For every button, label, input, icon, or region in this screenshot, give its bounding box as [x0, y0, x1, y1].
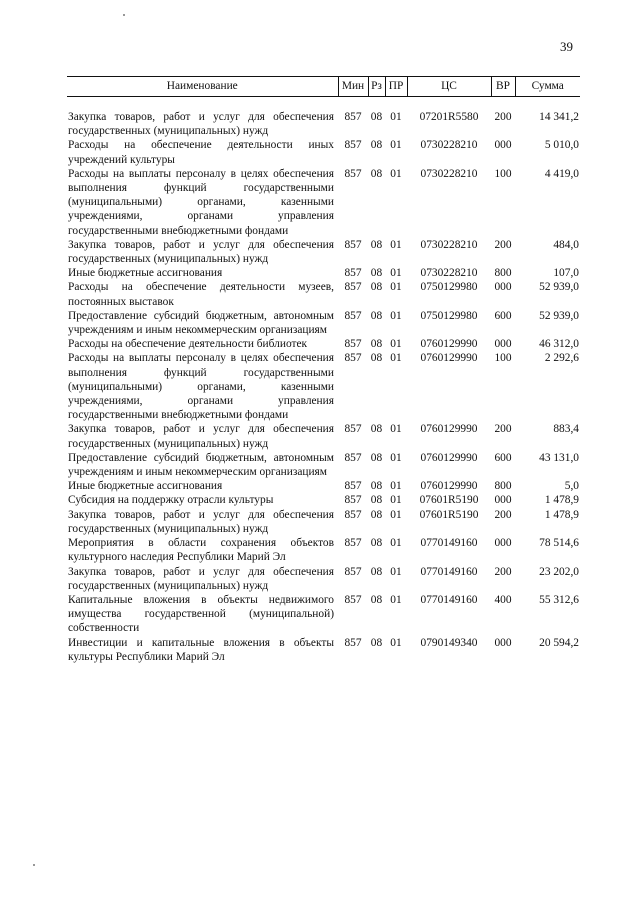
cell-cs: 0760129990	[420, 338, 478, 351]
cell-pr: 01	[390, 238, 402, 251]
header-pr: ПР	[385, 77, 407, 97]
cell-cs: 0760129990	[420, 352, 478, 365]
header-cs: ЦС	[407, 77, 491, 97]
table-row	[67, 422, 580, 450]
table-row	[67, 636, 580, 664]
cell-name: Закупка товаров, работ и услуг для обеспечения государственных (муниципальных) нужд	[68, 565, 334, 592]
cell-vr: 100	[494, 167, 512, 180]
cell-sum: 1 478,9	[544, 508, 579, 521]
cell-cs: 0750129980	[420, 281, 478, 294]
header-sum: Сумма	[515, 77, 580, 97]
cell-cs: 0750129980	[420, 309, 478, 322]
cell-vr: 000	[494, 139, 512, 152]
cell-pr: 01	[390, 494, 402, 507]
cell-name: Иные бюджетные ассигнования	[68, 480, 223, 493]
cell-sum: 2 292,6	[544, 352, 579, 365]
table-row	[67, 451, 580, 479]
cell-pr: 01	[390, 593, 402, 606]
cell-vr: 200	[494, 111, 512, 123]
cell-name: Предоставление субсидий бюджетным, автономным учреждениям и иным некоммерческим организациям	[68, 451, 334, 479]
cell-sum: 46 312,0	[539, 338, 579, 351]
cell-name: Закупка товаров, работ и услуг для обеспечения государственных (муниципальных) нужд	[68, 238, 334, 266]
cell-vr: 800	[494, 267, 512, 280]
cell-rz: 08	[370, 238, 383, 251]
cell-rz: 08	[370, 338, 383, 351]
cell-rz: 08	[370, 423, 383, 436]
table-row	[67, 238, 580, 266]
table-row	[67, 309, 580, 337]
cell-sum: 14 341,2	[539, 111, 579, 123]
cell-rz: 08	[370, 451, 383, 464]
cell-pr: 01	[390, 423, 402, 436]
cell-vr: 000	[494, 494, 512, 507]
cell-cs: 0770149160	[420, 593, 478, 606]
cell-vr: 000	[494, 636, 512, 649]
header-vr: ВР	[491, 77, 515, 97]
cell-cs: 0730228210	[420, 267, 478, 280]
cell-rz: 08	[370, 480, 383, 493]
cell-name: Расходы на выплаты персоналу в целях обеспечения выполнения функций государственными (муниципальными) органами, казенными учреждениями, органами управления государственными внебюджетными фондами	[68, 167, 334, 237]
cell-vr: 000	[494, 281, 512, 294]
cell-name: Закупка товаров, работ и услуг для обеспечения государственных (муниципальных) нужд	[68, 423, 334, 450]
cell-name: Закупка товаров, работ и услуг для обеспечения государственных (муниципальных) нужд	[68, 111, 334, 138]
cell-vr: 200	[494, 508, 512, 521]
cell-min: 857	[344, 494, 362, 507]
cell-rz: 08	[370, 508, 383, 521]
cell-cs: 0760129990	[420, 451, 478, 464]
cell-cs: 0760129990	[420, 480, 478, 493]
cell-min: 857	[344, 593, 362, 606]
cell-rz: 08	[370, 111, 383, 123]
cell-pr: 01	[390, 111, 402, 123]
cell-vr: 000	[494, 338, 512, 351]
cell-vr: 200	[494, 238, 512, 251]
cell-min: 857	[344, 111, 362, 123]
scan-artifact	[33, 864, 35, 866]
cell-min: 857	[344, 309, 362, 322]
table-row	[67, 565, 580, 593]
cell-min: 857	[344, 508, 362, 521]
table-row	[67, 479, 580, 493]
table-row	[67, 493, 580, 507]
cell-min: 857	[344, 537, 362, 550]
cell-rz: 08	[370, 636, 383, 649]
cell-min: 857	[344, 480, 362, 493]
cell-min: 857	[344, 281, 362, 294]
cell-rz: 08	[370, 281, 383, 294]
cell-min: 857	[344, 267, 362, 280]
cell-rz: 08	[370, 565, 383, 578]
cell-rz: 08	[370, 593, 383, 606]
cell-sum: 484,0	[553, 238, 579, 251]
cell-vr: 000	[494, 537, 512, 550]
cell-pr: 01	[390, 508, 402, 521]
cell-name: Капитальные вложения в объекты недвижимого имущества государственной (муниципальной) собственности	[68, 593, 334, 635]
page-number: 39	[560, 39, 573, 54]
cell-min: 857	[344, 565, 362, 578]
cell-min: 857	[344, 636, 362, 649]
table-row	[67, 536, 580, 564]
cell-vr: 100	[494, 352, 512, 365]
cell-name: Расходы на обеспечение деятельности музеев, постоянных выставок	[68, 281, 334, 308]
table-row	[67, 593, 580, 636]
cell-pr: 01	[390, 451, 402, 464]
cell-rz: 08	[370, 494, 383, 507]
cell-pr: 01	[390, 480, 402, 493]
cell-pr: 01	[390, 167, 402, 180]
cell-pr: 01	[390, 281, 402, 294]
cell-sum: 883,4	[553, 423, 579, 436]
cell-rz: 08	[370, 267, 383, 280]
cell-min: 857	[344, 352, 362, 365]
cell-sum: 52 939,0	[539, 281, 579, 294]
cell-min: 857	[344, 238, 362, 251]
header-rz: Рз	[368, 77, 385, 97]
cell-min: 857	[344, 139, 362, 152]
cell-min: 857	[344, 451, 362, 464]
cell-cs: 0730228210	[420, 238, 478, 251]
cell-sum: 4 419,0	[544, 167, 579, 180]
cell-sum: 1 478,9	[544, 494, 579, 507]
cell-cs: 0770149160	[420, 565, 478, 578]
cell-name: Инвестиции и капитальные вложения в объекты культуры Республики Марий Эл	[68, 636, 334, 663]
cell-cs: 07201R5580	[419, 111, 479, 123]
cell-pr: 01	[390, 565, 402, 578]
cell-cs: 0760129990	[420, 423, 478, 436]
cell-sum: 23 202,0	[539, 565, 579, 578]
table-row	[67, 266, 580, 280]
cell-min: 857	[344, 423, 362, 436]
cell-sum: 5,0	[564, 480, 579, 493]
cell-pr: 01	[390, 267, 402, 280]
cell-rz: 08	[370, 167, 383, 180]
cell-pr: 01	[390, 338, 402, 351]
cell-sum: 55 312,6	[539, 593, 579, 606]
cell-sum: 52 939,0	[539, 309, 579, 322]
cell-sum: 107,0	[553, 267, 579, 280]
cell-cs: 07601R5190	[419, 508, 479, 521]
header-min: Мин	[338, 77, 368, 97]
cell-pr: 01	[390, 139, 402, 152]
cell-vr: 200	[494, 423, 512, 436]
cell-vr: 600	[494, 451, 512, 464]
budget-table	[67, 76, 580, 664]
cell-name: Закупка товаров, работ и услуг для обеспечения государственных (муниципальных) нужд	[68, 508, 334, 535]
cell-cs: 0730228210	[420, 139, 478, 152]
table-row	[67, 337, 580, 351]
cell-name: Субсидия на поддержку отрасли культуры	[68, 494, 274, 507]
cell-name: Предоставление субсидий бюджетным, автономным учреждениям и иным некоммерческим организациям	[68, 309, 334, 337]
cell-vr: 200	[494, 565, 512, 578]
table-row	[67, 138, 580, 166]
table-row	[67, 280, 580, 308]
cell-pr: 01	[390, 352, 402, 365]
cell-rz: 08	[370, 537, 383, 550]
cell-name: Расходы на обеспечение деятельности библиотек	[68, 338, 308, 351]
cell-min: 857	[344, 167, 362, 180]
table-row	[67, 97, 580, 139]
cell-rz: 08	[370, 309, 383, 322]
table-row	[67, 508, 580, 536]
cell-cs: 07601R5190	[419, 494, 479, 507]
table-body	[67, 97, 580, 664]
cell-cs: 0790149340	[420, 636, 478, 649]
cell-sum: 20 594,2	[539, 636, 579, 649]
table-row	[67, 351, 580, 422]
cell-name: Расходы на выплаты персоналу в целях обеспечения выполнения функций государственными (муниципальными) органами, казенными учреждениями, органами управления государственными внебюджетными фондами	[68, 352, 334, 422]
cell-vr: 400	[494, 593, 512, 606]
scan-artifact	[123, 14, 125, 16]
cell-cs: 0730228210	[420, 167, 478, 180]
table-row	[67, 167, 580, 238]
cell-name: Мероприятия в области сохранения объектов культурного наследия Республики Марий Эл	[68, 537, 334, 564]
cell-pr: 01	[390, 537, 402, 550]
cell-rz: 08	[370, 139, 383, 152]
cell-min: 857	[344, 338, 362, 351]
cell-name: Иные бюджетные ассигнования	[68, 267, 223, 280]
cell-pr: 01	[390, 309, 402, 322]
cell-vr: 800	[494, 480, 512, 493]
header-name: Наименование	[67, 77, 338, 97]
cell-vr: 600	[494, 309, 512, 322]
cell-sum: 43 131,0	[539, 451, 579, 464]
cell-cs: 0770149160	[420, 537, 478, 550]
cell-pr: 01	[390, 636, 402, 649]
cell-name: Расходы на обеспечение деятельности иных учреждений культуры	[68, 139, 334, 166]
cell-rz: 08	[370, 352, 383, 365]
header-row	[67, 77, 580, 97]
cell-sum: 5 010,0	[544, 139, 579, 152]
cell-sum: 78 514,6	[539, 537, 579, 550]
